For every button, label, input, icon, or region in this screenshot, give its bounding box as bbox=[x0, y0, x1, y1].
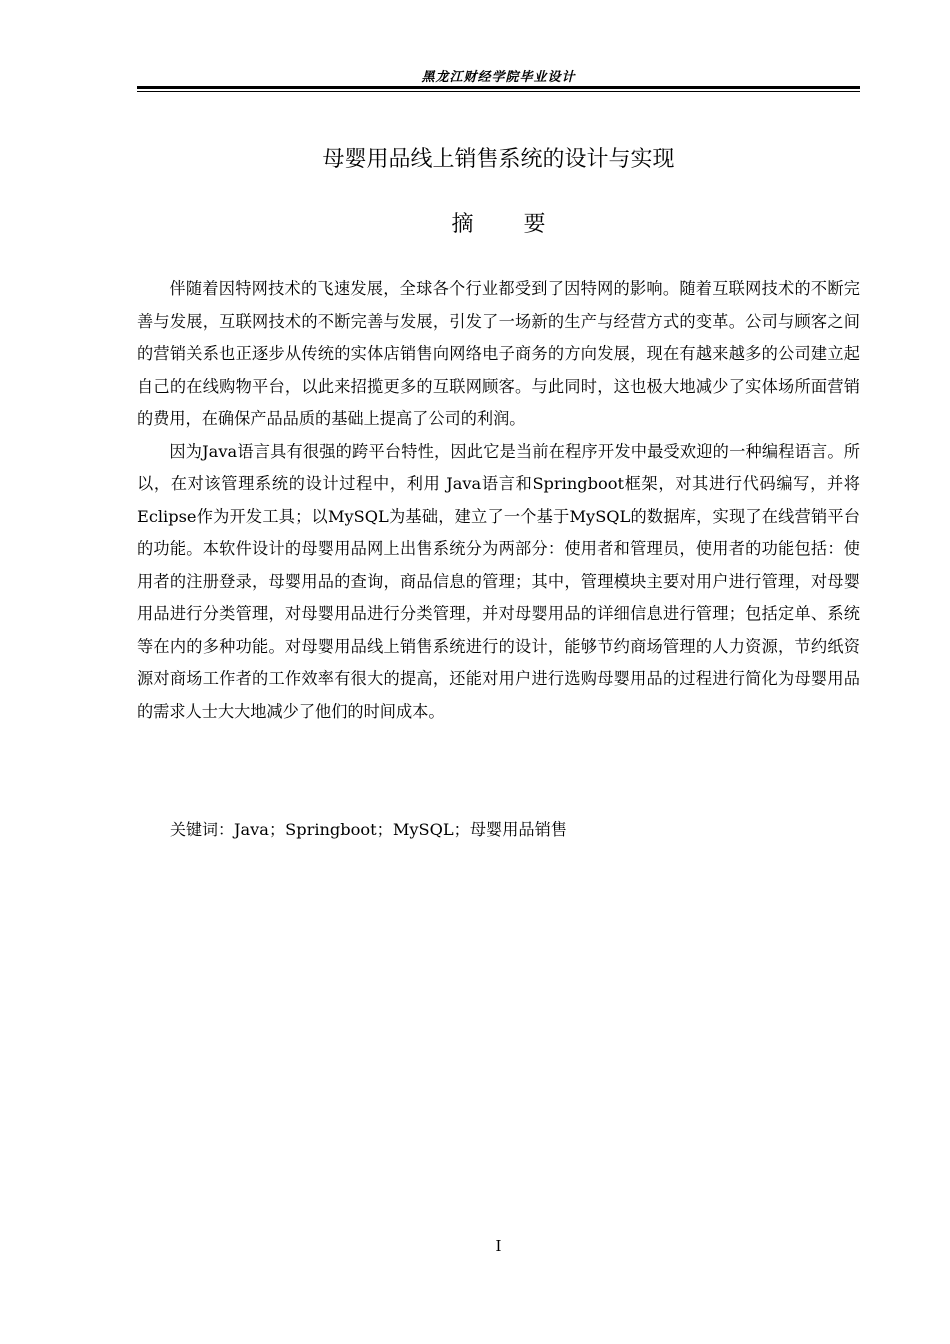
abstract-heading: 摘要 bbox=[451, 212, 596, 237]
header-rule-thin bbox=[137, 91, 860, 92]
running-header: 黑龙江财经学院毕业设计 bbox=[421, 70, 576, 85]
header-rule-thick bbox=[137, 86, 860, 89]
keywords-value: Java；Springboot；MySQL；母婴用品销售 bbox=[234, 820, 567, 839]
keywords-label: 关键词： bbox=[170, 820, 235, 839]
abstract-body bbox=[137, 273, 860, 728]
keywords-line bbox=[170, 816, 567, 844]
document-title: 母婴用品线上销售系统的设计与实现 bbox=[322, 147, 675, 172]
page-number: I bbox=[495, 1237, 502, 1255]
abstract-paragraph-1: 伴随着因特网技术的飞速发展，全球各个行业都受到了因特网的影响。随着互联网技术的不断完善与发展，互联网技术的不断完善与发展，引发了一场新的生产与经营方式的变革。公司与顾客之间的营销关系也正逐步从传统的实体店销售向网络电子商务的方向发展，现在有越来越多的公司建立起自己的在线购物平台，以此来招揽更多的互联网顾客。与此同时，这也极大地减少了实体场所面营销的费用，在确保产品品质的基础上提高了公司的利润。 bbox=[137, 279, 860, 428]
abstract-paragraph-2: 因为Java语言具有很强的跨平台特性，因此它是当前在程序开发中最受欢迎的一种编程语言。所以，在对该管理系统的设计过程中，利用 Java语言和Springboot框架，对其进行代码编写，并将Eclipse作为开发工具；以MySQL为基础，建立了一个基于MySQL的数据库，实现了在线营销平台的功能。本软件设计的母婴用品网上出售系统分为两部分：使用者和管理员，使用者的功能包括：使用者的注册登录，母婴用品的查询，商品信息的管理；其中，管理模块主要对用户进行管理，对母婴用品进行分类管理，对母婴用品进行分类管理，并对母婴用品的详细信息进行管理；包括定单、系统等在内的多种功能。对母婴用品线上销售系统进行的设计，能够节约商场管理的人力资源，节约纸资源对商场工作者的工作效率有很大的提高，还能对用户进行选购母婴用品的过程进行简化为母婴用品的需求人士大大地减少了他们的时间成本。 bbox=[137, 441, 860, 721]
